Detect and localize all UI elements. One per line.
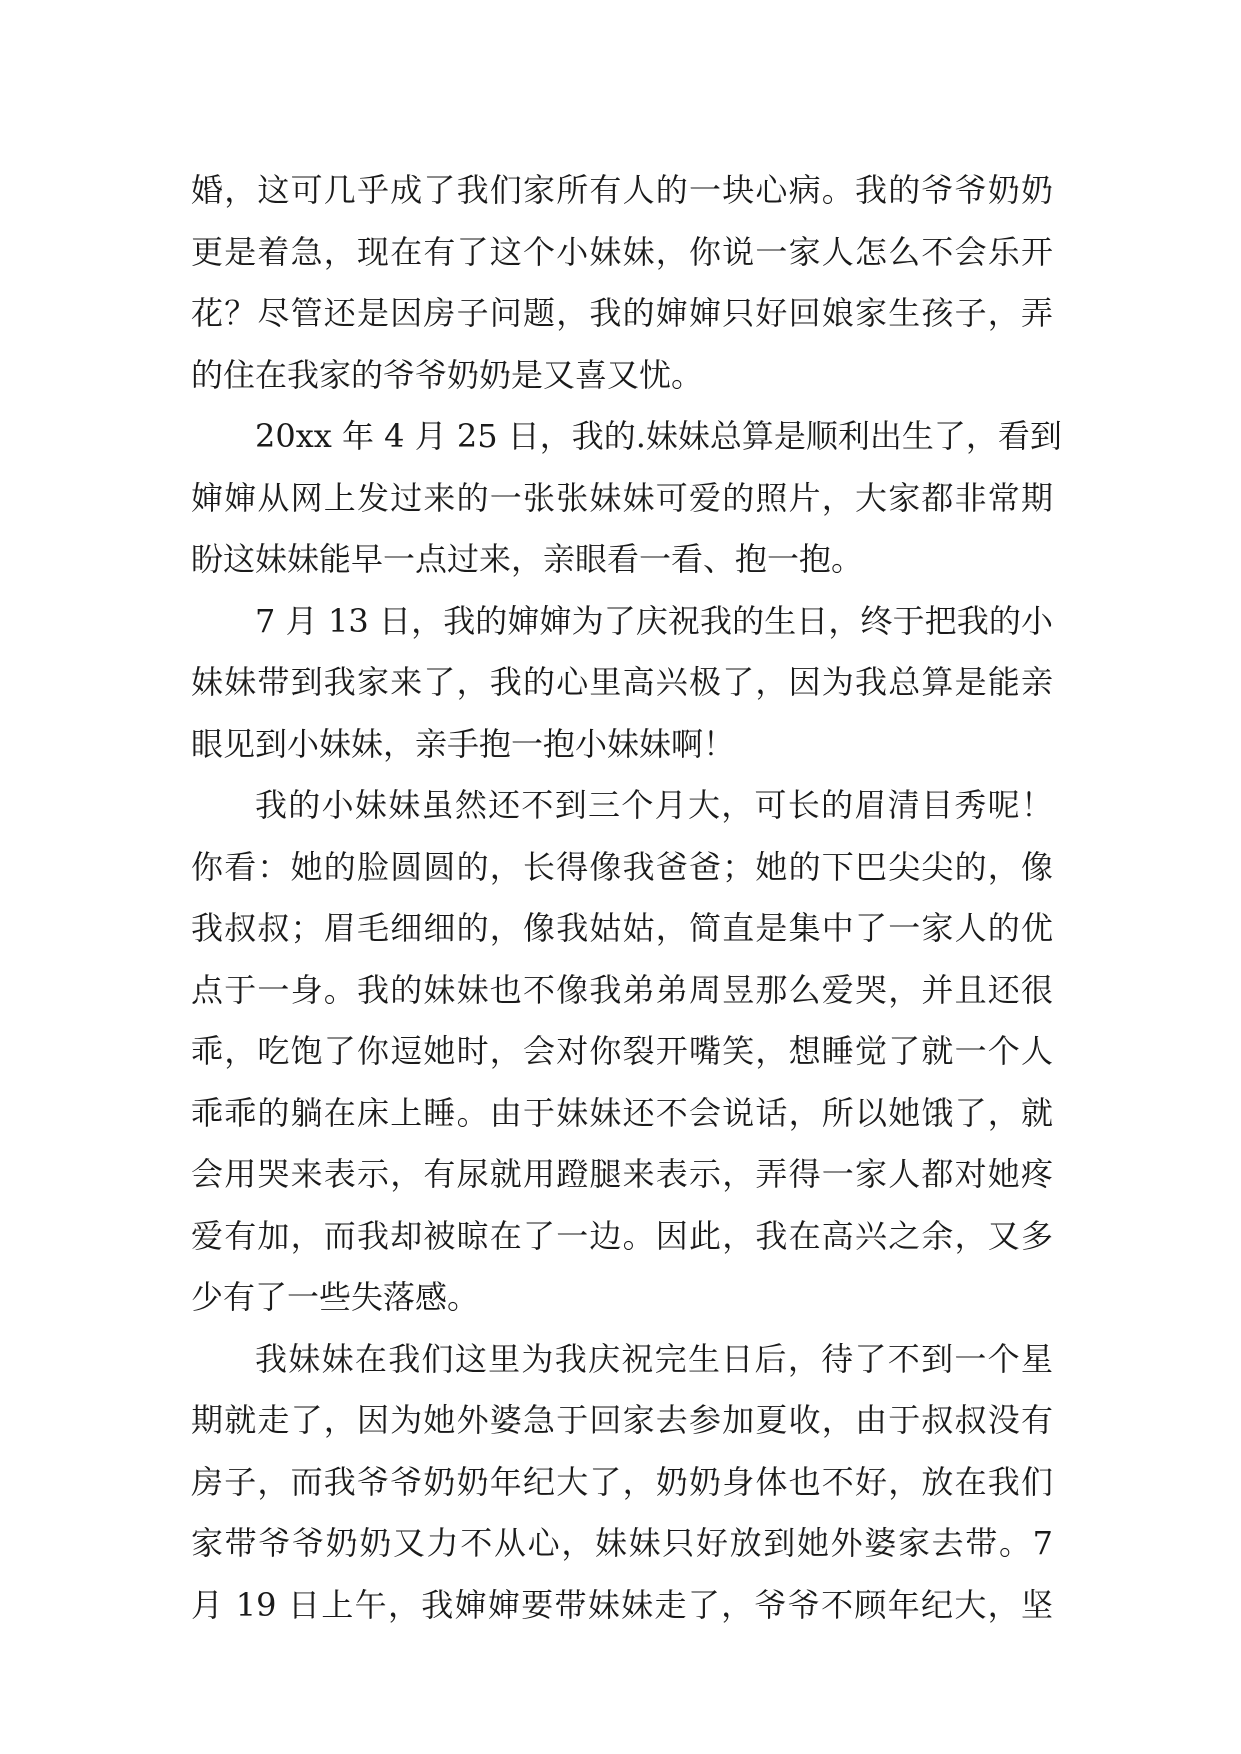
paragraph-first-line: 我的小妹妹虽然还不到三个月大，可长的眉清目秀呢！: [255, 786, 1053, 824]
paragraph-first-line: 7 月 13 日，我的婶婶为了庆祝我的生日，终于把我的小: [255, 601, 1053, 640]
text-line: 妹妹带到我家来了，我的心里高兴极了，因为我总算是能亲: [191, 663, 1053, 701]
body-text: [191, 160, 1062, 1636]
text-line: 你看：她的脸圆圆的，长得像我爸爸；她的下巴尖尖的，像: [191, 847, 1053, 886]
paragraph-first-line: 我妹妹在我们这里为我庆祝完生日后，待了不到一个星: [255, 1339, 1053, 1378]
text-line: 乖，吃饱了你逗她时，会对你裂开嘴笑，想睡觉了就一个人: [191, 1032, 1053, 1070]
text-line: 婶婶从网上发过来的一张张妹妹可爱的照片，大家都非常期: [191, 478, 1053, 517]
text-line: 眼见到小妹妹，亲手抱一抱小妹妹啊！: [191, 724, 736, 763]
text-line: 房子，而我爷爷奶奶年纪大了，奶奶身体也不好，放在我们: [191, 1462, 1053, 1501]
text-line: 盼这妹妹能早一点过来，亲眼看一看、抱一抱。: [191, 540, 864, 578]
text-line: 乖乖的躺在床上睡。由于妹妹还不会说话，所以她饿了，就: [191, 1093, 1053, 1132]
text-line: 爱有加，而我却被晾在了一边。因此，我在高兴之余，又多: [191, 1216, 1053, 1255]
text-line: 点于一身。我的妹妹也不像我弟弟周昱那么爱哭，并且还很: [191, 970, 1053, 1009]
text-line: 花？尽管还是因房子问题，我的婶婶只好回娘家生孩子，弄: [191, 294, 1053, 332]
text-line: 少有了一些失落感。: [191, 1278, 480, 1316]
text-line: 的住在我家的爷爷奶奶是又喜又忧。: [191, 355, 704, 394]
text-line: 家带爷爷奶奶又力不从心，妹妹只好放到她外婆家去带。7: [191, 1524, 1053, 1562]
text-line: 婚，这可几乎成了我们家所有人的一块心病。我的爷爷奶奶: [191, 171, 1053, 209]
text-line: 月 19 日上午，我婶婶要带妹妹走了，爷爷不顾年纪大，坚: [191, 1585, 1053, 1624]
text-line: 期就走了，因为她外婆急于回家去参加夏收，由于叔叔没有: [191, 1401, 1053, 1439]
text-line: 更是着急，现在有了这个小妹妹，你说一家人怎么不会乐开: [191, 232, 1053, 271]
text-line: 会用哭来表示，有尿就用蹬腿来表示，弄得一家人都对她疼: [191, 1155, 1053, 1193]
text-line: 我叔叔；眉毛细细的，像我姑姑，简直是集中了一家人的优: [191, 909, 1053, 947]
paragraph-first-line: 20xx 年 4 月 25 日，我的.妹妹总算是顺利出生了，看到: [255, 417, 1062, 455]
